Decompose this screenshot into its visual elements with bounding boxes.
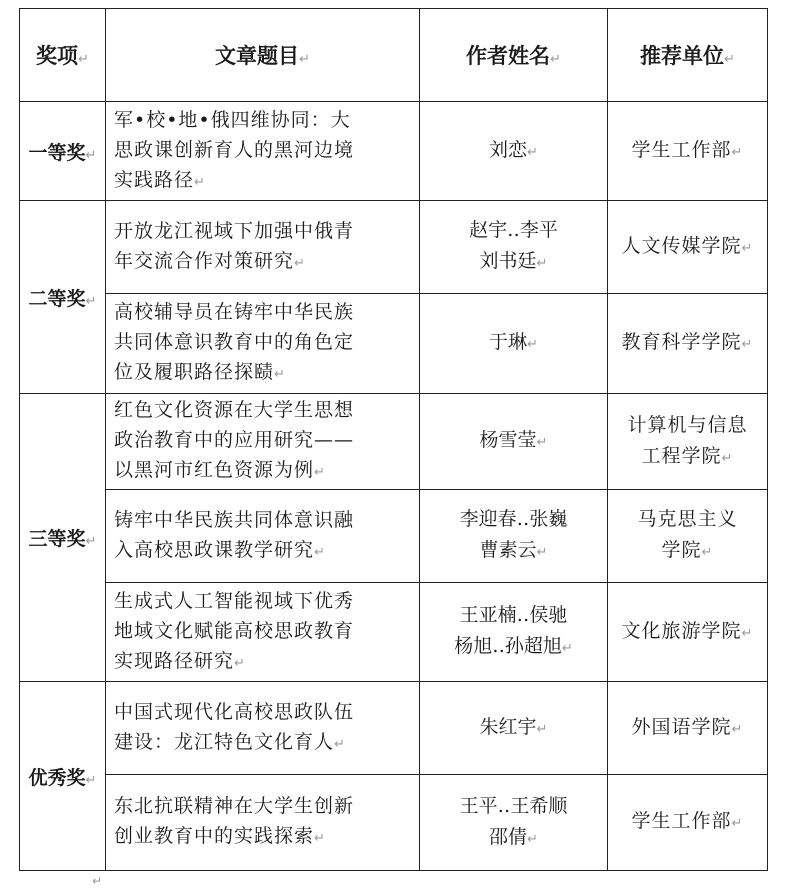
award-row (20, 775, 768, 871)
paragraph-mark: ↵ (721, 450, 734, 466)
author-names (420, 394, 608, 490)
award-row (20, 682, 768, 775)
author-names (420, 294, 608, 394)
paragraph-mark: ↵ (536, 435, 548, 450)
recommending-unit-line: 计算机与信息 (627, 413, 748, 436)
article-title-line: 开放龙江视域下加强中俄青 (114, 219, 355, 242)
award-level-label: 一等奖 (28, 141, 86, 164)
article-title (106, 775, 420, 871)
article-title-line: 年交流合作对策研究↵ (114, 249, 306, 272)
article-title-line: 政治教育中的应用研究—— (114, 429, 355, 451)
header-unit: 推荐单位↵ (608, 9, 768, 102)
paragraph-mark: ↵ (741, 337, 754, 352)
recommending-unit (608, 583, 768, 682)
paragraph-mark: ↵ (731, 721, 744, 737)
paragraph-mark: ↵ (527, 144, 538, 160)
award-row (20, 201, 768, 294)
author-names-line: 于琳↵ (489, 331, 538, 353)
award-row (20, 102, 768, 201)
recommending-unit (608, 490, 768, 583)
author-names-line: 刘恋↵ (489, 138, 538, 161)
awards-table (19, 8, 768, 871)
paragraph-mark: ↵ (536, 256, 548, 271)
paragraph-mark: ↵ (85, 534, 97, 549)
paragraph-mark: ↵ (234, 655, 246, 671)
paragraph-mark: ↵ (274, 367, 286, 382)
article-title-line: 实现路径研究↵ (114, 649, 246, 672)
recommending-unit-line: 文化旅游学院↵ (621, 619, 754, 642)
paragraph-mark: ↵ (527, 337, 538, 352)
author-names (420, 682, 608, 775)
award-row (20, 394, 768, 490)
paragraph-mark: ↵ (194, 174, 206, 190)
recommending-unit-line: 工程学院↵ (641, 444, 734, 467)
recommending-unit (608, 201, 768, 294)
recommending-unit (608, 775, 768, 871)
paragraph-mark: ↵ (85, 293, 97, 309)
award-level (20, 201, 106, 394)
award-row (20, 294, 768, 394)
article-title-line: 东北抗联精神在大学生创新 (114, 795, 355, 817)
author-names (420, 201, 608, 294)
recommending-unit-line: 外国语学院↵ (631, 715, 744, 738)
paragraph-mark: ↵ (314, 465, 326, 480)
header-row (20, 9, 768, 102)
paragraph-mark: ↵ (92, 874, 103, 888)
header-author: 作者姓名↵ (420, 9, 608, 102)
article-title-line: 高校辅导员在铸牢中华民族 (114, 301, 355, 323)
paragraph-mark: ↵ (334, 736, 346, 752)
award-level-label: 优秀奖 (28, 766, 86, 789)
author-names-line: 杨旭‥孙超旭↵ (454, 635, 573, 657)
recommending-unit-line: 教育科学学院↵ (621, 331, 754, 353)
recommending-unit-line: 马克思主义 (637, 508, 738, 530)
article-title (106, 394, 420, 490)
paragraph-mark: ↵ (294, 255, 306, 271)
award-level-label: 三等奖 (28, 528, 86, 550)
author-names-line: 杨雪莹↵ (479, 429, 548, 451)
recommending-unit-line: 学生工作部↵ (631, 138, 744, 161)
header-title: 文章题目↵ (106, 9, 420, 102)
article-title-line: 入高校思政课教学研究↵ (114, 538, 326, 561)
author-names-line: 朱红宇↵ (479, 715, 548, 738)
author-names (420, 775, 608, 871)
paragraph-mark: ↵ (731, 144, 744, 160)
author-names-line: 李迎春‥张巍 (459, 508, 568, 530)
article-title (106, 490, 420, 583)
paragraph-mark: ↵ (527, 831, 538, 847)
author-names (420, 583, 608, 682)
recommending-unit (608, 294, 768, 394)
paragraph-mark: ↵ (85, 147, 97, 163)
article-title-line: 红色文化资源在大学生思想 (114, 399, 355, 421)
award-level-label: 二等奖 (28, 287, 86, 310)
award-row (20, 490, 768, 583)
recommending-unit (608, 102, 768, 201)
author-names-line: 王平‥王希顺 (459, 794, 568, 817)
article-title-line: 地域文化赋能高校思政教育 (114, 619, 355, 642)
paragraph-mark: ↵ (536, 721, 548, 737)
author-names-line: 赵宇‥李平 (469, 219, 558, 241)
paragraph-mark: ↵ (314, 544, 326, 560)
recommending-unit-line: 学院↵ (661, 539, 714, 561)
paragraph-mark: ↵ (741, 240, 754, 256)
award-level (20, 682, 106, 871)
article-title-line: 中国式现代化高校思政队伍 (114, 700, 355, 723)
author-names-line: 刘书廷↵ (479, 250, 548, 272)
author-names-line: 曹素云↵ (479, 539, 548, 561)
article-title (106, 682, 420, 775)
paragraph-mark: ↵ (314, 831, 326, 846)
header-level: 奖项↵ (20, 9, 106, 102)
article-title-line: 实践路径↵ (114, 168, 206, 191)
article-title-line: 创业教育中的实践探索↵ (114, 825, 326, 847)
award-level (20, 394, 106, 682)
paragraph-mark: ↵ (85, 772, 97, 788)
article-title-line: 军•校•地•俄四维协同：大 (114, 108, 351, 131)
article-title-line: 以黑河市红色资源为例↵ (114, 459, 326, 481)
award-row (20, 583, 768, 682)
paragraph-mark: ↵ (741, 625, 754, 641)
paragraph-mark: ↵ (561, 641, 573, 656)
article-title (106, 201, 420, 294)
article-title-line: 铸牢中华民族共同体意识融 (114, 508, 355, 531)
paragraph-mark: ↵ (701, 545, 714, 560)
article-title-line: 建设：龙江特色文化育人↵ (114, 730, 346, 753)
article-title (106, 583, 420, 682)
article-title-line: 共同体意识教育中的角色定 (114, 331, 355, 353)
article-title-line: 位及履职路径探赜↵ (114, 361, 286, 383)
article-title-line: 思政课创新育人的黑河边境 (114, 138, 355, 161)
article-title-line: 生成式人工智能视域下优秀 (114, 589, 355, 612)
author-names-line: 王亚楠‥侯驰 (459, 604, 568, 626)
paragraph-mark: ↵ (731, 816, 744, 831)
award-level (20, 102, 106, 201)
article-title (106, 102, 420, 201)
author-names (420, 490, 608, 583)
recommending-unit (608, 394, 768, 490)
article-title (106, 294, 420, 394)
author-names (420, 102, 608, 201)
paragraph-mark: ↵ (536, 545, 548, 560)
recommending-unit-line: 人文传媒学院↵ (621, 234, 754, 257)
author-names-line: 邵倩↵ (489, 825, 538, 848)
recommending-unit (608, 682, 768, 775)
recommending-unit-line: 学生工作部↵ (631, 810, 744, 832)
